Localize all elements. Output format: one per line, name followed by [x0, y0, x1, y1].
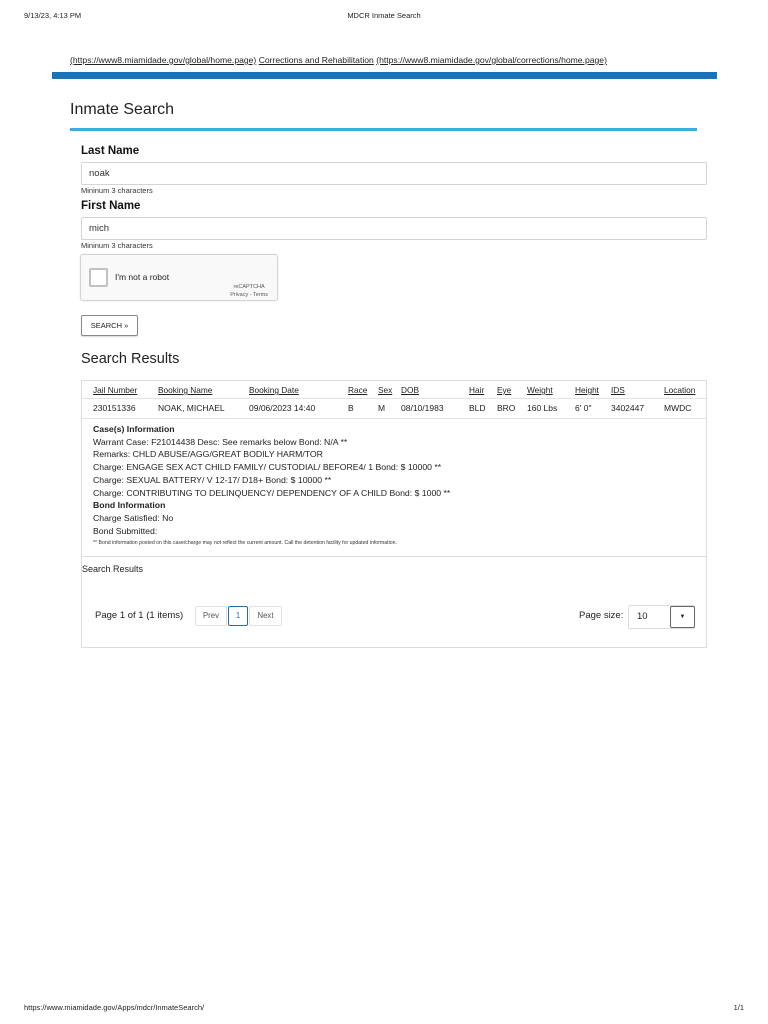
col-header-jail-number[interactable]: Jail Number: [93, 385, 138, 395]
col-header-booking-date[interactable]: Booking Date: [249, 385, 299, 395]
recaptcha-privacy-terms[interactable]: Privacy - Terms: [230, 292, 268, 299]
header-divider: [82, 398, 706, 399]
title-underline: [70, 128, 697, 131]
remarks-label: Remarks:: [93, 449, 131, 460]
print-footer-page: 1/1: [733, 1003, 744, 1012]
recaptcha-brand: [230, 283, 268, 300]
warrant-case-value: F21014438: [151, 436, 196, 447]
desc-label: Desc:: [197, 436, 220, 447]
charge-bond: $ 10000 **: [400, 462, 442, 473]
charge-satisfied-value: No: [162, 512, 174, 523]
search-button[interactable]: SEARCH »: [81, 315, 138, 336]
last-name-input[interactable]: [81, 162, 707, 185]
col-header-location[interactable]: Location: [664, 385, 696, 395]
recaptcha-brand-name: reCAPTCHA: [233, 284, 265, 290]
col-header-race[interactable]: Race: [348, 385, 368, 395]
recaptcha-checkbox[interactable]: [89, 268, 108, 287]
warrant-bond-value: N/A **: [324, 436, 348, 447]
first-name-label: First Name: [81, 200, 141, 212]
cell-race: B: [348, 403, 354, 413]
charge-line: [93, 487, 450, 500]
cell-height: 6' 0": [575, 403, 592, 413]
warrant-case-line: [93, 436, 450, 449]
print-doc-title: MDCR Inmate Search: [347, 11, 421, 20]
pager-next-button[interactable]: Next: [249, 606, 282, 626]
cell-weight: 160 Lbs: [527, 403, 558, 413]
first-name-input[interactable]: [81, 217, 707, 240]
col-header-sex[interactable]: Sex: [378, 385, 393, 395]
col-header-ids[interactable]: IDS: [611, 385, 625, 395]
print-header: [0, 11, 768, 23]
col-header-dob[interactable]: DOB: [401, 385, 419, 395]
bond-label: Bond:: [389, 487, 413, 498]
results-caption: Search Results: [82, 564, 144, 574]
charge-text: SEXUAL BATTERY/ V 12-17/ D18+: [126, 474, 264, 485]
breadcrumb: [70, 55, 607, 65]
cell-booking-date: 09/06/2023 14:40: [249, 403, 316, 413]
cell-sex: M: [378, 403, 386, 413]
last-name-label: Last Name: [81, 145, 140, 157]
charge-line: [93, 461, 450, 474]
first-name-hint: Mininum 3 characters: [81, 241, 153, 250]
cell-jail-number: 230151336: [93, 403, 136, 413]
warrant-case-label: Warrant Case:: [93, 436, 149, 447]
charge-label: Charge:: [93, 474, 124, 485]
bond-submitted-label: Bond Submitted:: [93, 525, 158, 536]
pager-page-1-button[interactable]: 1: [228, 606, 248, 626]
bond-disclaimer-note: ** Bond information posted on this case/charge may not reflect the current amount. Call the detention facility for updated information.: [93, 540, 397, 547]
recaptcha-widget: [80, 254, 278, 301]
case-information: [93, 423, 450, 549]
col-header-hair[interactable]: Hair: [469, 385, 485, 395]
charge-satisfied-label: Charge Satisfied:: [93, 512, 160, 523]
row-divider: [82, 418, 706, 419]
bond-info-heading: Bond Information: [93, 500, 166, 511]
charge-bond: $ 10000 **: [290, 474, 332, 485]
charge-text: CONTRIBUTING TO DELINQUENCY/ DEPENDENCY OF A CHILD: [126, 487, 388, 498]
pager-summary: Page 1 of 1 (1 items): [95, 610, 184, 621]
case-info-heading: Case(s) Information: [93, 424, 175, 434]
cell-booking-name: NOAK, MICHAEL: [158, 403, 225, 413]
col-header-weight[interactable]: Weight: [527, 385, 553, 395]
col-header-eye[interactable]: Eye: [497, 385, 512, 395]
charge-line: [93, 474, 450, 487]
cell-ids: 3402447: [611, 403, 645, 413]
print-footer-url: https://www.miamidade.gov/Apps/mdcr/InmateSearch/: [24, 1003, 205, 1012]
chevron-down-icon[interactable]: ▼: [670, 606, 695, 628]
pager-prev-button[interactable]: Prev: [195, 606, 227, 626]
col-header-height[interactable]: Height: [575, 385, 599, 395]
breadcrumb-corrections-url[interactable]: (https://www8.miamidade.gov/global/corrections/home.page): [376, 55, 607, 65]
breadcrumb-corrections-link[interactable]: Corrections and Rehabilitation: [258, 55, 374, 65]
col-header-booking-name[interactable]: Booking Name: [158, 385, 213, 395]
results-detail-area: [82, 381, 706, 557]
charge-label: Charge:: [93, 487, 124, 498]
header-accent-bar: [52, 72, 717, 79]
page-size-value: 10: [637, 611, 648, 622]
charge-satisfied-line: [93, 512, 450, 525]
cell-location: MWDC: [664, 403, 692, 413]
remarks-value: CHLD ABUSE/AGG/GREAT BODILY HARM/TOR: [132, 449, 323, 460]
charge-label: Charge:: [93, 462, 124, 473]
results-grid: [81, 380, 707, 648]
cell-dob: 08/10/1983: [401, 403, 444, 413]
charge-text: ENGAGE SEX ACT CHILD FAMILY/ CUSTODIAL/ BEFORE4/ 1: [126, 462, 374, 473]
charge-bond: $ 1000 **: [414, 487, 451, 498]
last-name-hint: Mininum 3 characters: [81, 186, 153, 195]
recaptcha-label: I'm not a robot: [115, 272, 170, 282]
search-results-title: Search Results: [81, 351, 180, 367]
bond-label: Bond:: [375, 462, 399, 473]
bond-label: Bond:: [265, 474, 289, 485]
breadcrumb-home-link[interactable]: (https://www8.miamidade.gov/global/home.page): [70, 55, 257, 65]
bond-label: Bond:: [298, 436, 322, 447]
print-datetime: 9/13/23, 4:13 PM: [24, 11, 82, 20]
cell-eye: BRO: [497, 403, 516, 413]
remarks-line: [93, 448, 450, 461]
page-title: Inmate Search: [70, 101, 175, 118]
desc-value: See remarks below: [222, 436, 297, 447]
page-size-label: Page size:: [579, 610, 624, 621]
cell-hair: BLD: [469, 403, 486, 413]
